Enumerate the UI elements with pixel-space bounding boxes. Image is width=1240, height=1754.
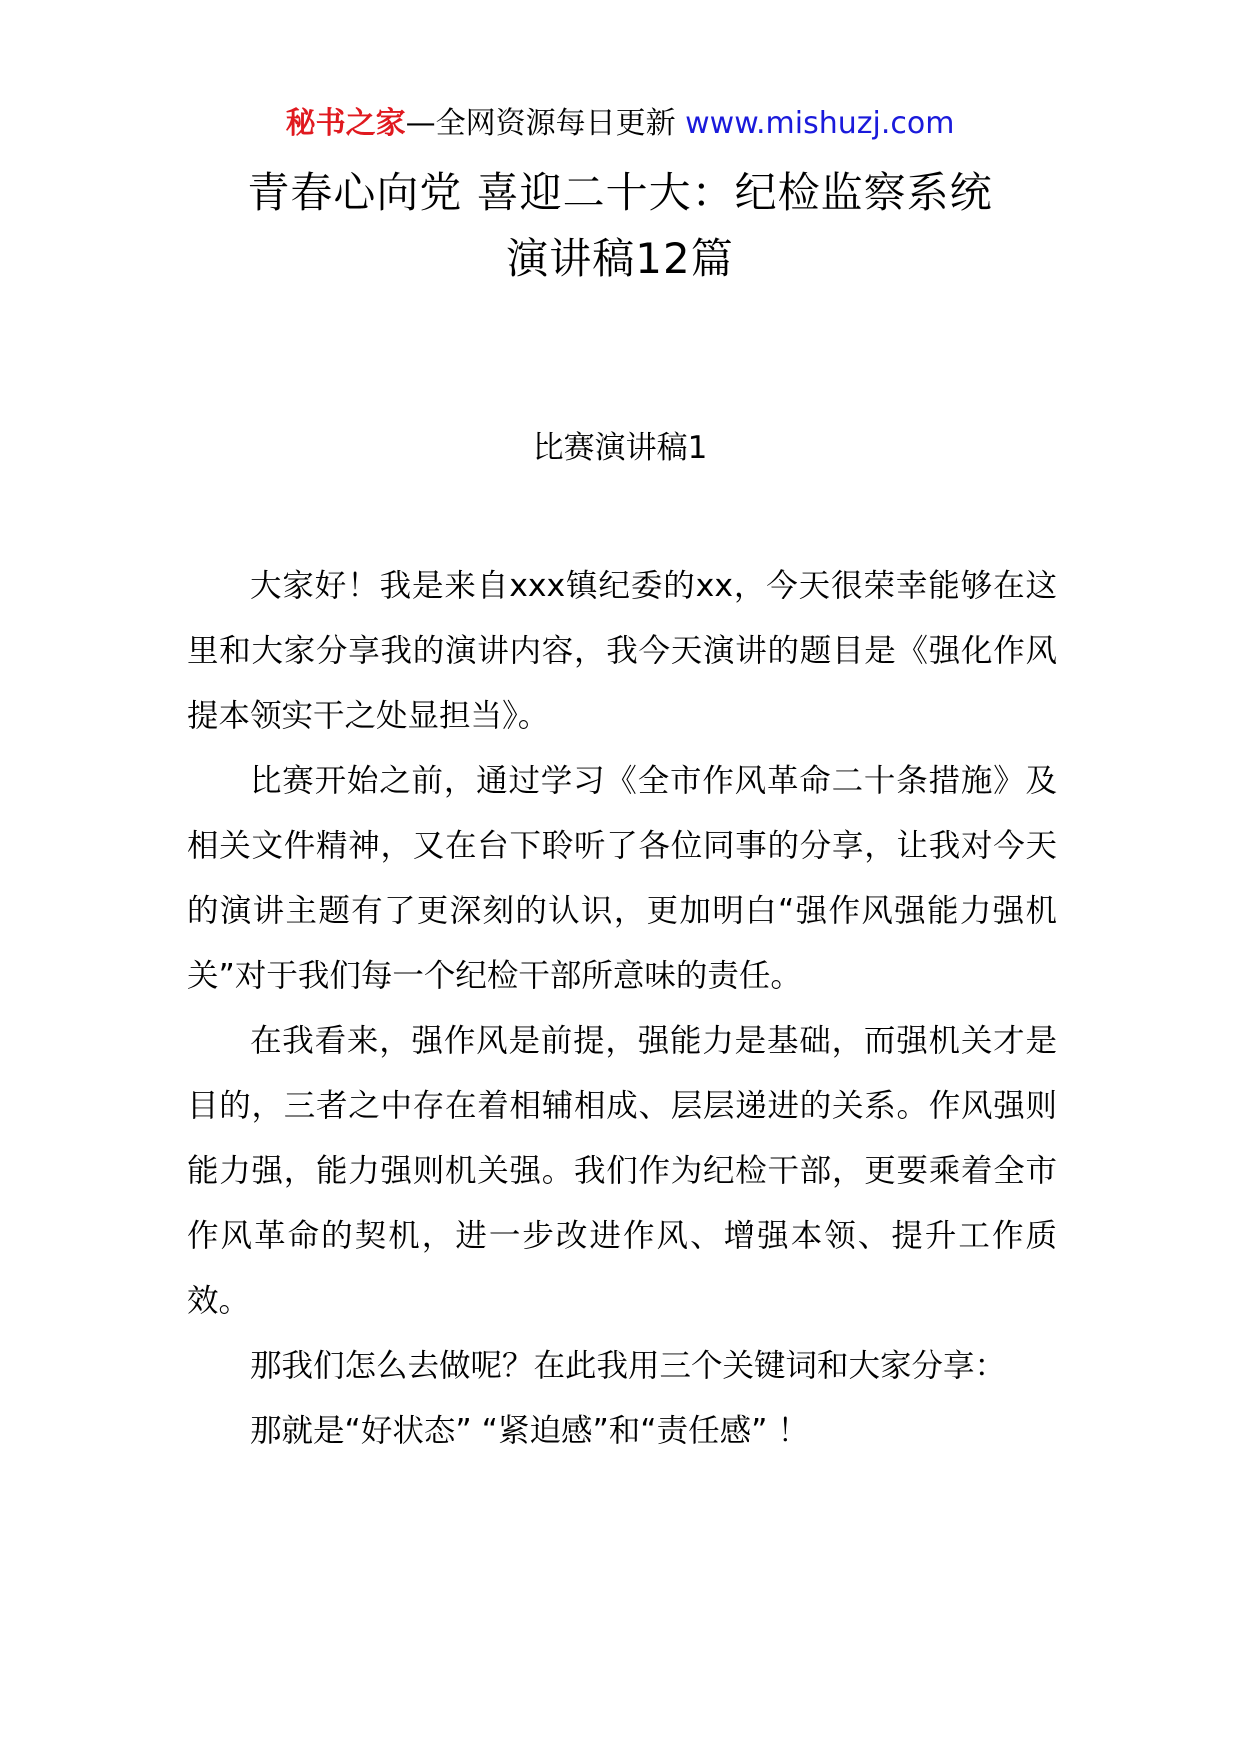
paragraph: 那我们怎么去做呢？在此我用三个关键词和大家分享： bbox=[250, 1348, 1007, 1384]
paragraph: 那就是“好状态” “紧迫感”和“责任感” ！ bbox=[250, 1413, 809, 1449]
document-title bbox=[0, 160, 1240, 292]
section-heading: 比赛演讲稿1 bbox=[532, 430, 708, 466]
header-slogan: —全网资源每日更新 bbox=[405, 106, 676, 141]
site-header bbox=[0, 104, 1240, 144]
paragraph: 在我看来，强作风是前提，强能力是基础，而强机关才是目的，三者之中存在着相辅相成、层层递进的关系。作风强则能力强，能力强则机关强。我们作为纪检干部，更要乘着全市作风革命的契机，进一步改进作风、增强本领、提升工作质效。 bbox=[187, 1023, 1057, 1319]
brand-name: 秘书之家 bbox=[285, 106, 406, 141]
document-title-line-1: 青春心向党 喜迎二十大：纪检监察系统 bbox=[247, 168, 993, 217]
paragraph: 大家好！我是来自xxx镇纪委的xx，今天很荣幸能够在这里和大家分享我的演讲内容，我今天演讲的题目是《强化作风提本领实干之处显担当》。 bbox=[187, 568, 1057, 734]
paragraph: 比赛开始之前，通过学习《全市作风革命二十条措施》及相关文件精神，又在台下聆听了各位同事的分享，让我对今天的演讲主题有了更深刻的认识，更加明白“强作风强能力强机关”对于我们每一个纪检干部所意味的责任。 bbox=[187, 763, 1057, 994]
site-url-link[interactable]: www.mishuzj.com bbox=[685, 106, 955, 141]
document-title-line-2: 演讲稿12篇 bbox=[506, 234, 734, 283]
speech-body bbox=[187, 554, 1057, 1464]
